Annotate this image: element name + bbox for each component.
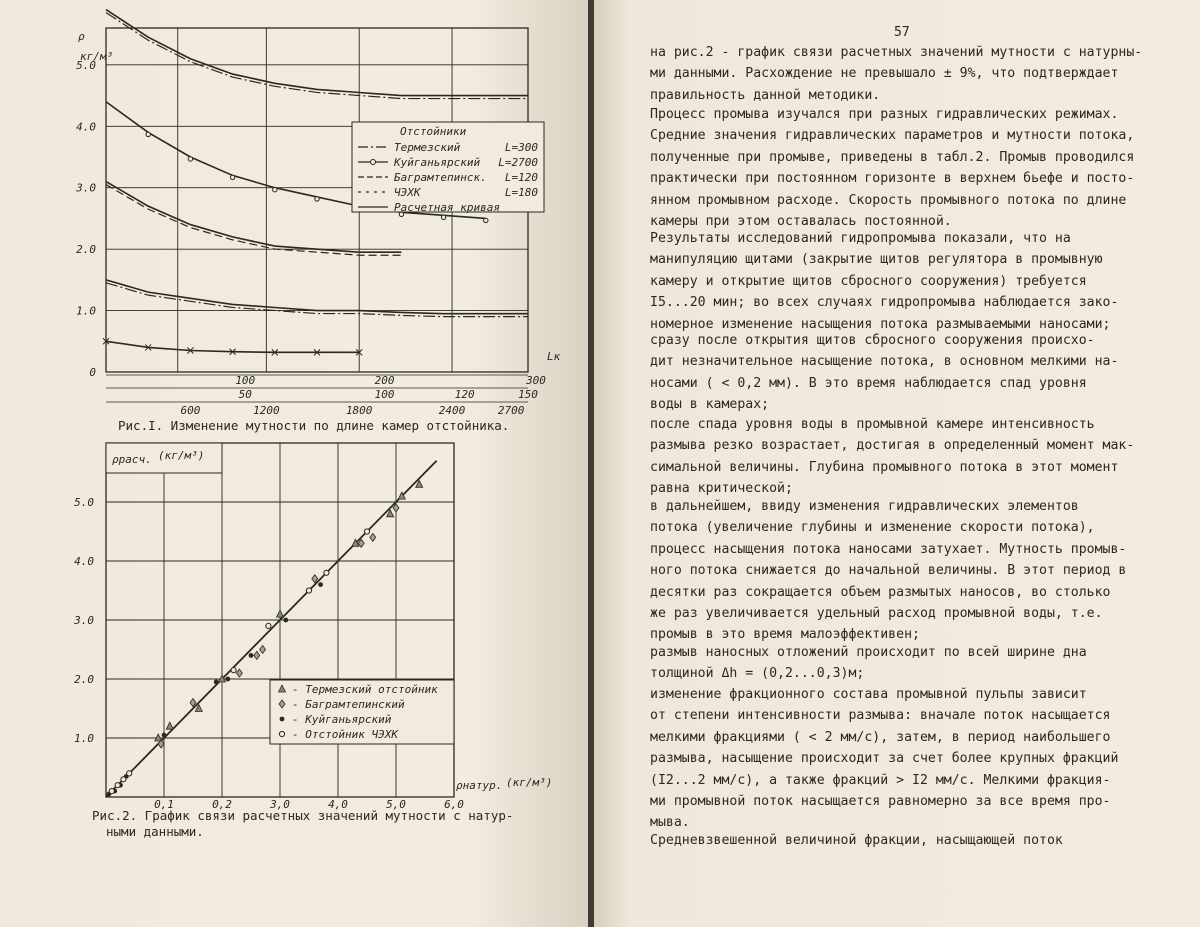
- figure-2-point-diamond: [236, 669, 242, 677]
- figure-2-point-triangle: [166, 722, 173, 729]
- figure-2-xtick-label: 6,0: [444, 798, 464, 810]
- figure-1-xscale3-label: 2700: [497, 404, 525, 417]
- figure-2-point-circle: [121, 777, 126, 782]
- figure-1-ytick-label: 3.0: [76, 181, 96, 195]
- figure-2-xtick-label: 4,0: [328, 798, 348, 810]
- figure-2-point-diamond: [260, 646, 266, 654]
- figure-2-chart: [0, 0, 588, 810]
- figure-2-point-circle: [109, 789, 114, 794]
- figure-2-caption-line1: Рис.2. График связи расчетных значений мутности с натур-: [92, 808, 514, 823]
- figure-1-xscale1-label: 100: [235, 374, 256, 387]
- figure-1-xscale1-label: 200: [374, 374, 395, 387]
- paragraph-5: после спада уровня воды в промывной камере интенсивность размыва резко возрастает, достигая в определенный момент мак- симальной величины. Глубина промывного потока в этот момент равна критической;: [650, 417, 1135, 497]
- figure-2-xlabel: ρнатур.: [456, 779, 503, 792]
- figure-1-legend-name: Баграмтепинск.: [394, 171, 487, 184]
- figure-2-legend-name: - Термезский отстойник: [292, 683, 438, 696]
- figure-1-xscale3-label: 2400: [438, 404, 466, 417]
- figure-1-ytick-label: 2.0: [76, 243, 96, 257]
- paragraph-8: изменение фракционного состава промывной пульпы зависит от степени интенсивности размыва: вначале поток насыщается мелкими фракциями ( < 2 мм/с), затем, в период наибольшего размыва, насыщение происходит за счет более крупных фракций (I2...2 мм/с), а также фракций > I2 мм/с. Мелкими фракция- ми промывной поток насыщается равномерно за все время про- мыва.: [650, 687, 1119, 831]
- right-page: [594, 0, 1200, 927]
- figure-2-legend-name: - Баграмтепинский: [292, 698, 405, 711]
- figure-2-legend-name: - Отстойник ЧЭХК: [292, 728, 398, 741]
- figure-2-point-diamond: [254, 651, 260, 659]
- paragraph-1: на рис.2 - график связи расчетных значений мутности с натурны- ми данными. Расхождение не превышало ± 9%, что подтверждает правильность данной методики.: [650, 45, 1143, 103]
- figure-1-legend-name: Расчетная кривая: [394, 201, 500, 214]
- figure-2-point-dot: [225, 677, 230, 682]
- paragraph-7: размыв наносных отложений происходит по всей ширине дна толщиной Δh = (0,2...0,3)м;: [650, 645, 1087, 682]
- figure-1-legend-name: ЧЭХК: [394, 186, 421, 199]
- figure-2-legend-name: - Куйганьярский: [292, 713, 392, 726]
- figure-1-xscale1-label: 300: [526, 374, 546, 387]
- figure-2-xtick-label: 0,2: [212, 798, 232, 810]
- figure-2-xtick-label: 5,0: [386, 798, 406, 810]
- figure-2-xtick-label: 0,1: [154, 798, 174, 810]
- figure-2-ytick-label: 3.0: [74, 614, 94, 627]
- figure-1-legend-name: Термезский: [394, 141, 461, 154]
- figure-2-xtick-label: 3,0: [270, 798, 290, 810]
- figure-1-ytick-label: 0: [89, 366, 96, 379]
- figure-1-xlabel: Lк: [547, 350, 561, 363]
- figure-2-ytick-label: 2.0: [74, 673, 94, 686]
- figure-2-point-circle: [231, 668, 236, 673]
- figure-1-ylabel: ρ: [78, 30, 85, 43]
- paragraph-3: Результаты исследований гидропромыва показали, что на манипуляцию щитами (закрытие щитов регулятора в промывную камеру и открытие щитов сбросного сооружения) требуется I5...20 мин; во всех случаях гидропромыва наблюдается зако- номерное изменение насыщения потока размываемыми наносами;: [650, 231, 1119, 332]
- figure-1-xscale2-label: 120: [454, 388, 475, 401]
- figure-1-legend-title: Отстойники: [400, 125, 467, 138]
- figure-1-legend-name: Куйганьярский: [394, 156, 481, 169]
- figure-2-point-triangle: [277, 610, 284, 617]
- figure-2-point-dot: [214, 680, 219, 685]
- figure-1-ytick-label: 5.0: [76, 58, 96, 72]
- figure-2-yunit: (кг/м³): [158, 449, 205, 462]
- figure-2-point-diamond: [370, 533, 376, 541]
- figure-2-caption-line2: ными данными.: [106, 824, 204, 839]
- figure-2-point-dot: [318, 582, 323, 587]
- figure-1-legend-param: L=120: [504, 171, 538, 184]
- figure-2-xunit: (кг/м³): [506, 776, 553, 789]
- figure-1-legend-param: L=180: [504, 186, 538, 199]
- figure-2-ytick-label: 5.0: [74, 496, 94, 509]
- paragraph-6: в дальнейшем, ввиду изменения гидравлических элементов потока (увеличение глубины и изменение скорости потока), процесс насыщения потока наносами затухает. Мутность промыв- ного потока снижается до начальной величины. В этот период в десятки раз сокращается объем размытых наносов, во столько же раз увеличивается удельный расход промывной воды, т.е. промыв в это время малоэффективен;: [650, 499, 1127, 643]
- figure-2-fit-line: [106, 461, 437, 797]
- figure-2-ylabel: ρрасч.: [112, 453, 152, 466]
- figure-2-ytick-label: 4.0: [74, 555, 94, 568]
- figure-1-ytick-label: 1.0: [76, 304, 96, 318]
- figure-2-ytick-label: 1.0: [74, 732, 94, 745]
- figure-1-legend-param: L=2700: [498, 156, 538, 169]
- figure-2-point-circle: [324, 570, 329, 575]
- figure-2-point-circle: [306, 588, 311, 593]
- figure-1-xscale3-label: 1200: [253, 404, 280, 417]
- figure-1-xscale2-label: 100: [374, 388, 395, 401]
- paragraph-2: Процесс промыва изучался при разных гидравлических режимах. Средние значения гидравлических параметров и мутности потока, полученные при промыве, приведены в табл.2. Промыв проводился практически при постоянном горизонте в верхнем бьефе и посто- янном промывном расходе. Скорость промывного потока по длине камеры при этом оставалась постоянной.: [650, 107, 1135, 230]
- figure-1-yunit: кг/м³: [80, 50, 114, 63]
- page-number: 57: [894, 25, 910, 40]
- figure-2-point-dot: [249, 653, 254, 658]
- figure-2-point-dot: [283, 618, 288, 623]
- figure-1-xscale3-label: 1800: [345, 404, 373, 417]
- figure-1-xscale2-label: 150: [518, 388, 538, 401]
- figure-2-point-circle: [266, 623, 271, 628]
- figure-1-xscale3-label: 600: [180, 404, 201, 417]
- figure-1-xscale2-label: 50: [238, 388, 252, 401]
- left-page: [0, 0, 588, 927]
- paragraph-9: Средневзвешенной величиной фракции, насыщающей поток: [650, 833, 1063, 848]
- figure-2-legend-marker: [279, 731, 284, 736]
- figure-2-point-circle: [127, 771, 132, 776]
- paragraph-4: сразу после открытия щитов сбросного сооружения происхо- дит незначительное насыщение потока, в основном мелкими на- носами ( < 0,2 мм). В это время наблюдается спад уровня воды в камерах;: [650, 333, 1119, 413]
- figure-2-legend-marker: [280, 717, 285, 722]
- figure-1-ytick-label: 4.0: [76, 120, 96, 134]
- figure-1-legend-param: L=300: [504, 141, 538, 154]
- figure-1-caption: Рис.I. Изменение мутности по длине камер отстойника.: [118, 418, 510, 433]
- figure-2-point-circle: [364, 529, 369, 534]
- figure-2-point-dot: [162, 733, 167, 738]
- figure-2-point-circle: [115, 783, 120, 788]
